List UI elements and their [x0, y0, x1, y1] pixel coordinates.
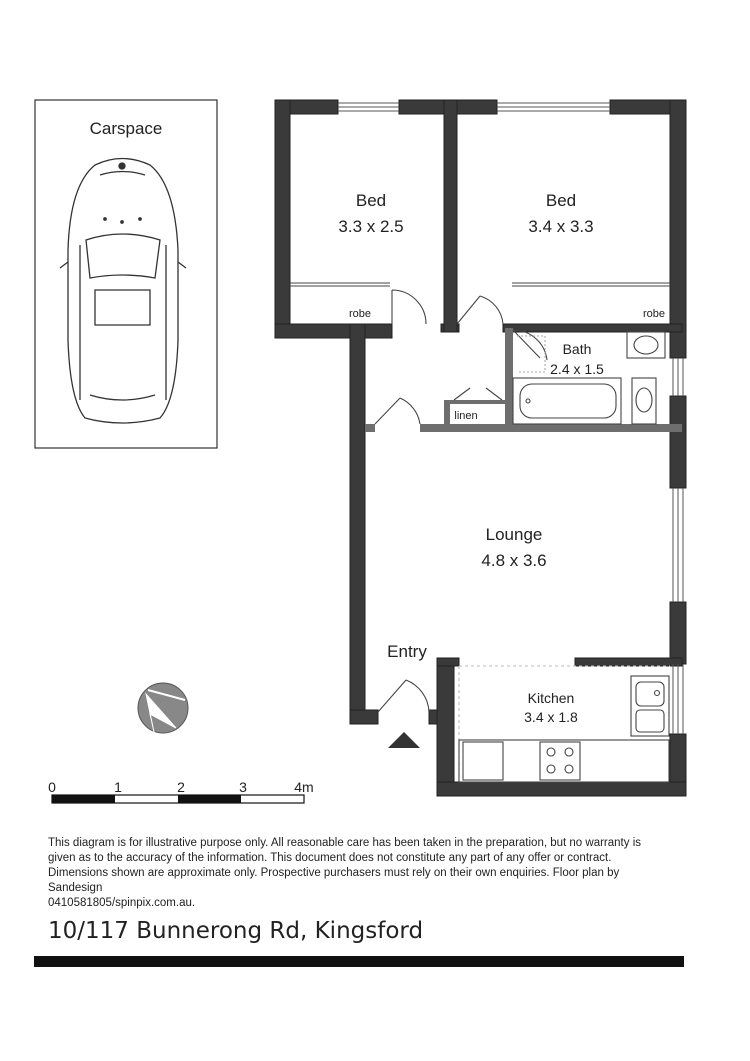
kitchen-size: 3.4 x 1.8 — [524, 709, 578, 725]
lounge-size: 4.8 x 3.6 — [481, 551, 547, 570]
bed2-size: 3.4 x 3.3 — [528, 217, 594, 236]
linen-label: linen — [454, 410, 478, 422]
bed1-name: Bed — [355, 191, 387, 210]
bed2-name: Bed — [545, 191, 577, 210]
carspace — [35, 100, 217, 448]
scale-tick-2: 2 — [177, 779, 185, 795]
robe1-label: robe — [348, 308, 372, 320]
scale-tick-4: 4m — [294, 779, 314, 795]
disclaimer-line-4: 0410581805/spinpix.com.au. — [48, 897, 196, 909]
robes — [290, 283, 670, 286]
walls — [275, 100, 686, 796]
entry-arrow-icon — [388, 732, 420, 748]
footer-bar — [34, 956, 684, 967]
disclaimer-line-1: This diagram is for illustrative purpose only. All reasonable care has been taken in the preparation, but no warranty is — [48, 837, 641, 849]
robe2-label: robe — [642, 308, 666, 320]
lounge-name: Lounge — [485, 525, 543, 544]
bath-size: 2.4 x 1.5 — [550, 361, 604, 377]
car-icon — [60, 159, 186, 424]
kitchen-name: Kitchen — [527, 690, 575, 706]
entry-label: Entry — [387, 642, 427, 661]
scale-tick-3: 3 — [239, 779, 247, 795]
scale-tick-0: 0 — [48, 779, 56, 795]
disclaimer-line-2: given as to the accuracy of the information. This document does not constitute any part of any offer or contract. — [48, 852, 612, 864]
scale-bar — [48, 779, 314, 803]
bed1-size: 3.3 x 2.5 — [338, 217, 404, 236]
bath-name: Bath — [562, 341, 592, 357]
scale-tick-1: 1 — [114, 779, 122, 795]
disclaimer-line-3: Dimensions shown are approximate only. Prospective purchasers must rely on their own enquiries. Floor plan by Sandesign — [48, 867, 620, 894]
carspace-label: Carspace — [89, 119, 163, 138]
disclaimer — [48, 836, 668, 911]
compass-icon — [138, 683, 188, 733]
property-address: 10/117 Bunnerong Rd, Kingsford — [48, 918, 424, 944]
